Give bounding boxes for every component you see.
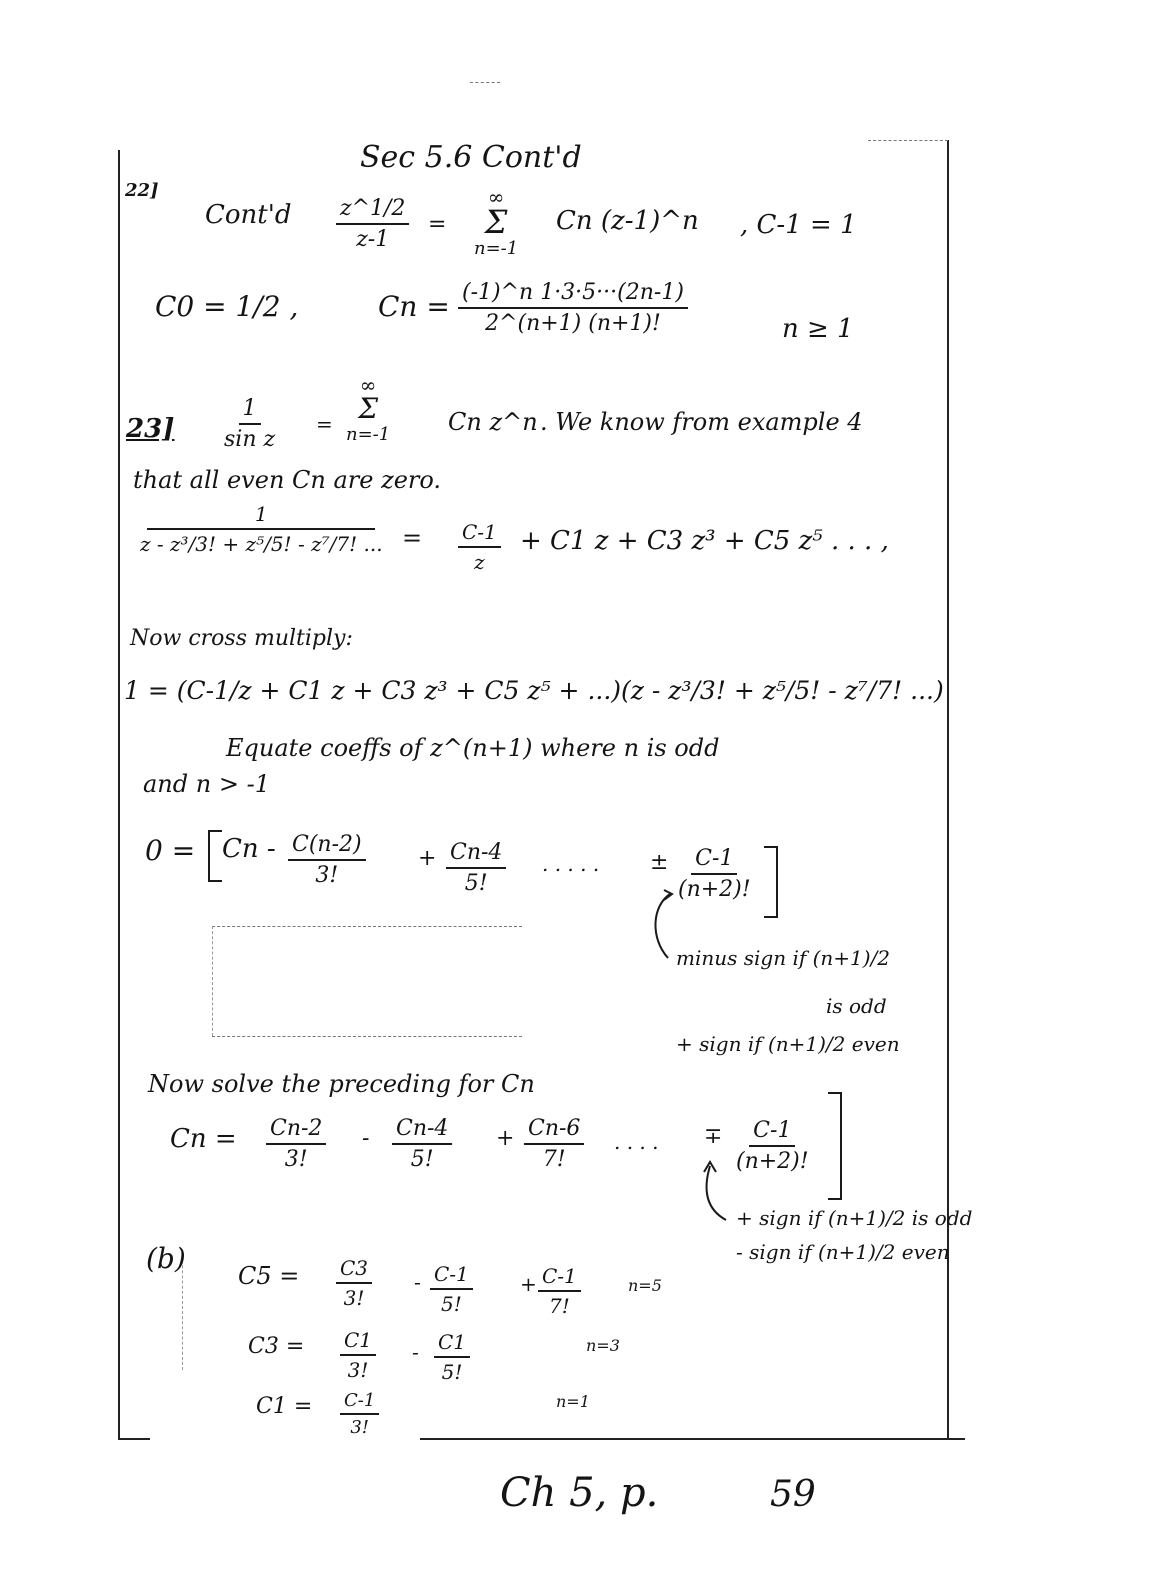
p23-s2-den: 5! xyxy=(410,1147,434,1172)
erased-box-left xyxy=(212,926,213,1036)
sigma-icon: Σ xyxy=(484,203,508,241)
partb-c5-lhs: C5 = xyxy=(238,1262,300,1290)
problem-23-number: 23] xyxy=(126,414,175,444)
partb-c5-c-num: C-1 xyxy=(538,1264,581,1292)
problem-22-number: 22] xyxy=(125,180,159,201)
p23-equate-1: Equate coeffs of z^(n+1) where n is odd xyxy=(226,734,720,762)
top-border-right xyxy=(868,140,948,141)
p23-sum xyxy=(346,373,391,445)
p23-t2-den: 3! xyxy=(315,863,339,888)
p23-series: Cn z^n xyxy=(448,408,538,436)
p23-note-2: that all even Cn are zero. xyxy=(133,466,442,494)
top-divider xyxy=(470,82,500,83)
p22-c0: C0 = 1/2 , xyxy=(155,290,299,323)
p23-frac2 xyxy=(136,502,387,556)
page-label: Ch 5, p. xyxy=(500,1470,659,1516)
partb-c1-a-num: C-1 xyxy=(340,1390,379,1415)
partb-c5-minus: - xyxy=(414,1270,421,1294)
partb-c5-b-num: C-1 xyxy=(430,1262,473,1290)
p23-s-plus: + xyxy=(496,1126,515,1151)
partb-c3-lhs: C3 = xyxy=(248,1334,305,1359)
partb-c3-minus: - xyxy=(412,1340,419,1364)
p23-sum-bottom: n=-1 xyxy=(346,424,391,445)
p23-s2-fraction xyxy=(392,1116,452,1172)
partb-c3-b-num: C1 xyxy=(434,1330,470,1358)
p22-lhs-den: z-1 xyxy=(356,227,390,252)
partb-c3-b xyxy=(434,1330,470,1384)
p22-cn-num: (-1)^n 1·3·5···(2n-1) xyxy=(458,280,688,309)
p22-cn-lhs: Cn = xyxy=(378,290,450,323)
p23-lhs-num: 1 xyxy=(239,396,261,425)
p23-t4-fraction xyxy=(674,846,755,902)
p23-s1-den: 3! xyxy=(284,1147,308,1172)
p23-frac2-den: z - z³/3! + z⁵/5! - z⁷/7! ... xyxy=(140,532,383,556)
p22-series: Cn (z-1)^n xyxy=(556,206,699,236)
p22-cn-den: 2^(n+1) (n+1)! xyxy=(485,311,661,336)
p22-lhs-num: z^1/2 xyxy=(336,196,409,225)
partb-c5-n: n=5 xyxy=(628,1276,662,1295)
erased-box-top xyxy=(212,926,522,927)
bottom-border xyxy=(120,1438,150,1440)
p23-dots: . . . . . xyxy=(542,852,600,876)
p23-sum-top: ∞ xyxy=(359,373,377,397)
p22-condition: , C-1 = 1 xyxy=(740,210,857,240)
partb-c5-b xyxy=(430,1262,473,1316)
p23-s-note-2: - sign if (n+1)/2 even xyxy=(736,1240,950,1264)
page-number: 59 xyxy=(770,1474,816,1515)
p23-rhs2-num: C-1 xyxy=(458,520,501,548)
p22-equals: = xyxy=(428,212,447,237)
p22-sum xyxy=(474,185,519,259)
p23-rhs2-fraction xyxy=(458,520,501,574)
p23-sign-note-1: minus sign if (n+1)/2 xyxy=(676,946,891,970)
partb-c5-a xyxy=(336,1256,372,1310)
arrow-icon xyxy=(640,888,680,968)
problem-22-contd: Cont'd xyxy=(205,200,292,230)
p23-zero-lhs: 0 = xyxy=(145,834,196,867)
partb-c1-a xyxy=(340,1390,379,1438)
partb-c5-c-den: 7! xyxy=(549,1294,570,1318)
p23-s3-fraction xyxy=(524,1116,584,1172)
erased-box-bottom xyxy=(212,1036,522,1037)
p23-s1-fraction xyxy=(266,1116,326,1172)
p23-s4-num: C-1 xyxy=(749,1118,795,1147)
partb-c3-a-num: C1 xyxy=(340,1328,376,1356)
p23-t4-den: (n+2)! xyxy=(678,877,751,902)
p23-s2-num: Cn-4 xyxy=(392,1116,452,1145)
p23-s4-den: (n+2)! xyxy=(736,1149,809,1174)
page-title: Sec 5.6 Cont'd xyxy=(360,140,582,175)
p23-pm: ± xyxy=(650,850,669,875)
p23-t4-num: C-1 xyxy=(691,846,737,875)
p23-lhs-fraction xyxy=(220,396,279,452)
p23-t2-num: C(n-2) xyxy=(288,832,366,861)
partb-c1-n: n=1 xyxy=(556,1392,590,1411)
p23-eq2: = xyxy=(402,524,423,552)
p23-t3-den: 5! xyxy=(464,871,488,896)
p23-frac2-num: 1 xyxy=(147,502,375,530)
p22-sum-bottom: n=-1 xyxy=(474,238,519,259)
partb-c5-a-num: C3 xyxy=(336,1256,372,1284)
p23-rhs2: + C1 z + C3 z³ + C5 z⁵ . . . , xyxy=(520,526,889,556)
p23-right-bracket xyxy=(764,846,778,918)
partb-label: (b) xyxy=(146,1242,186,1275)
p23-s-note-1: + sign if (n+1)/2 is odd xyxy=(736,1206,973,1230)
p23-t1: Cn - xyxy=(222,834,276,864)
p23-s-dots: . . . . xyxy=(614,1130,659,1154)
p23-solve: Now solve the preceding for Cn xyxy=(148,1070,535,1098)
arrow-icon xyxy=(696,1160,736,1230)
partb-c5-plus: + xyxy=(520,1272,537,1296)
partb-c3-a-den: 3! xyxy=(347,1358,369,1382)
partb-c5-c xyxy=(538,1264,581,1318)
p23-s-lhs: Cn = xyxy=(170,1124,237,1154)
p23-mp: ∓ xyxy=(704,1124,723,1149)
sigma-icon: Σ xyxy=(358,392,378,425)
partb-c3-n: n=3 xyxy=(586,1336,620,1355)
partb-c5-a-den: 3! xyxy=(343,1286,365,1310)
partb-c3-a xyxy=(340,1328,376,1382)
p23-equate-2: and n > -1 xyxy=(143,770,270,798)
p23-left-bracket xyxy=(208,830,222,882)
partb-c3-b-den: 5! xyxy=(441,1360,463,1384)
p23-sign-note-2: is odd xyxy=(826,994,887,1018)
p23-cross: Now cross multiply: xyxy=(130,626,353,651)
p23-s4-fraction xyxy=(732,1118,813,1174)
p23-lhs-den: sin z xyxy=(224,427,276,452)
p23-note-1: . We know from example 4 xyxy=(540,408,863,436)
p22-sum-top: ∞ xyxy=(487,185,505,209)
p23-t3-num: Cn-4 xyxy=(446,840,506,869)
p23-cross-eq: 1 = (C-1/z + C1 z + C3 z³ + C5 z⁵ + ...)(z - z³/3! + z⁵/5! - z⁷/7! ...) xyxy=(124,676,944,705)
p22-cn-fraction xyxy=(458,280,688,336)
p23-s-minus: - xyxy=(362,1126,370,1151)
p23-sign-note-3: + sign if (n+1)/2 even xyxy=(676,1032,900,1056)
p23-rhs2-den: z xyxy=(474,550,485,574)
p22-cn-condition: n ≥ 1 xyxy=(782,314,854,344)
p23-t3-plus: + xyxy=(418,846,437,871)
bottom-border-right xyxy=(420,1438,965,1440)
p23-t3-fraction xyxy=(446,840,506,896)
p22-lhs-fraction xyxy=(336,196,409,252)
p23-t2-fraction xyxy=(288,832,366,888)
p23-s3-den: 7! xyxy=(542,1147,566,1172)
partb-c1-lhs: C1 = xyxy=(256,1394,313,1419)
p23-s1-num: Cn-2 xyxy=(266,1116,326,1145)
partb-c1-a-den: 3! xyxy=(350,1417,369,1438)
p23-equals: = xyxy=(316,412,333,436)
partb-c5-b-den: 5! xyxy=(441,1292,462,1316)
p23-s3-num: Cn-6 xyxy=(524,1116,584,1145)
left-border xyxy=(118,150,120,1440)
p23-solve-bracket xyxy=(828,1092,842,1200)
